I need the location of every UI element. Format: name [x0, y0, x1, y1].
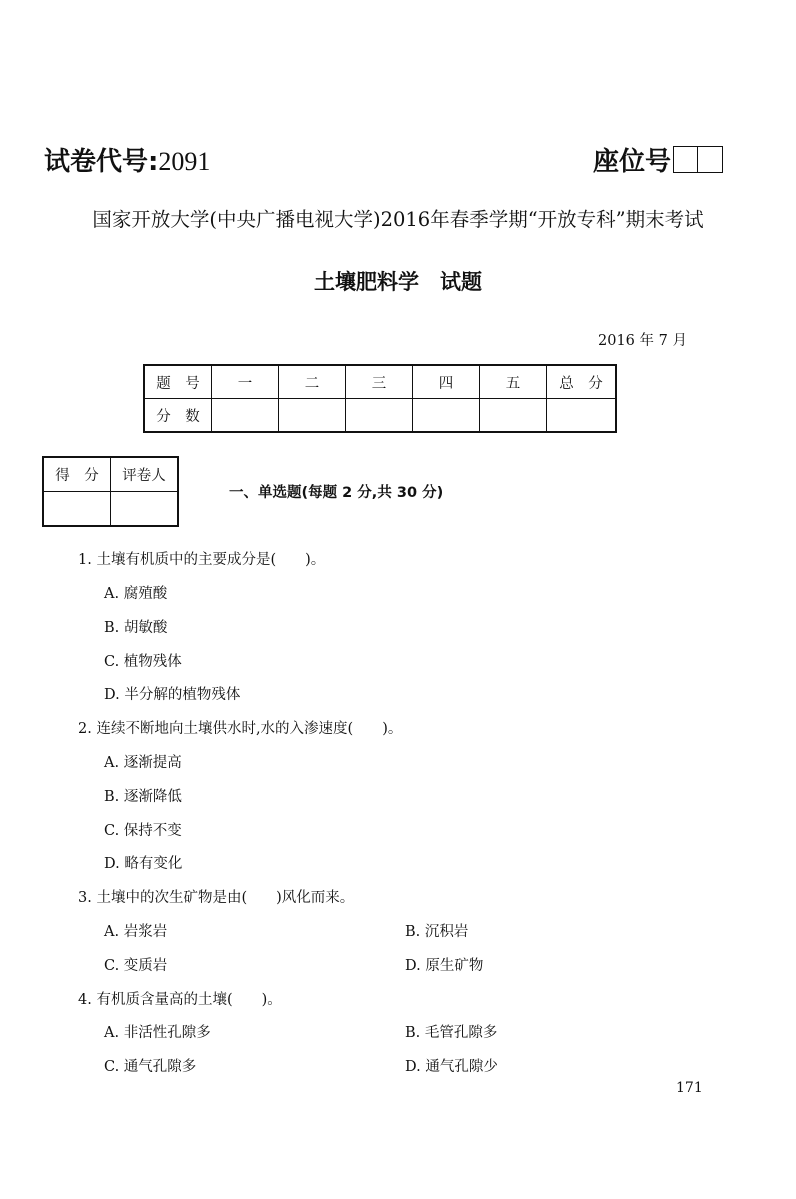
score-table-header-row [144, 365, 616, 399]
answer-option[interactable]: C. 植物残体 [104, 654, 182, 670]
exam-date: 2016 年 7 月 [598, 333, 687, 349]
grader-score-cell[interactable] [43, 492, 111, 527]
grader-score-label: 得 分 [43, 457, 111, 492]
answer-option[interactable]: B. 毛管孔隙多 [405, 1025, 498, 1041]
answer-option[interactable]: D. 原生矿物 [405, 958, 484, 974]
exam-code-value: 2091 [158, 147, 211, 176]
score-table-header-cell: 四 [413, 365, 480, 399]
answer-option[interactable]: A. 逐渐提高 [104, 755, 182, 771]
score-table-row-label: 分 数 [144, 399, 212, 433]
answer-option[interactable]: C. 通气孔隙多 [104, 1059, 197, 1075]
score-table-header-cell: 总 分 [547, 365, 617, 399]
answer-option[interactable]: A. 腐殖酸 [104, 586, 168, 602]
grader-label: 评卷人 [111, 457, 179, 492]
grader-table [42, 456, 179, 527]
score-cell[interactable] [212, 399, 279, 433]
answer-option[interactable]: C. 变质岩 [104, 958, 168, 974]
seat-number-box[interactable] [673, 146, 698, 173]
score-cell[interactable] [547, 399, 617, 433]
answer-option[interactable]: B. 胡敏酸 [104, 620, 168, 636]
seat-number [593, 141, 723, 178]
section-title: 一、单选题(每题 2 分,共 30 分) [229, 485, 444, 501]
score-table [143, 364, 617, 433]
grader-name-cell[interactable] [111, 492, 179, 527]
answer-option[interactable]: C. 保持不变 [104, 823, 182, 839]
score-table-header-cell: 五 [480, 365, 547, 399]
answer-option[interactable]: A. 非活性孔隙多 [104, 1025, 211, 1041]
subject-title: 土壤肥料学 试题 [314, 270, 482, 294]
score-cell[interactable] [279, 399, 346, 433]
answer-option[interactable]: A. 岩浆岩 [104, 924, 168, 940]
answer-option[interactable]: B. 逐渐降低 [104, 789, 182, 805]
score-table-header-cell: 二 [279, 365, 346, 399]
score-table-score-row [144, 399, 616, 433]
answer-option[interactable]: D. 通气孔隙少 [405, 1059, 498, 1075]
seat-number-label: 座位号 [593, 147, 672, 177]
score-cell[interactable] [480, 399, 547, 433]
exam-title: 国家开放大学(中央广播电视大学)2016年春季学期“开放专科”期末考试 [92, 208, 704, 231]
question-stem: 1. 土壤有机质中的主要成分是( )。 [78, 552, 326, 568]
exam-code-label: 试卷代号: [44, 147, 159, 177]
score-table-header-cell: 三 [346, 365, 413, 399]
score-cell[interactable] [413, 399, 480, 433]
answer-option[interactable]: B. 沉积岩 [405, 924, 469, 940]
seat-number-box[interactable] [698, 146, 723, 173]
score-table-header-cell: 题 号 [144, 365, 212, 399]
question-stem: 2. 连续不断地向土壤供水时,水的入渗速度( )。 [78, 721, 403, 737]
question-stem: 3. 土壤中的次生矿物是由( )风化而来。 [78, 890, 355, 906]
score-cell[interactable] [346, 399, 413, 433]
answer-option[interactable]: D. 半分解的植物残体 [104, 687, 241, 703]
score-table-header-cell: 一 [212, 365, 279, 399]
exam-code [44, 141, 210, 178]
answer-option[interactable]: D. 略有变化 [104, 856, 183, 872]
page-number: 171 [676, 1080, 703, 1096]
question-stem: 4. 有机质含量高的土壤( )。 [78, 992, 282, 1008]
